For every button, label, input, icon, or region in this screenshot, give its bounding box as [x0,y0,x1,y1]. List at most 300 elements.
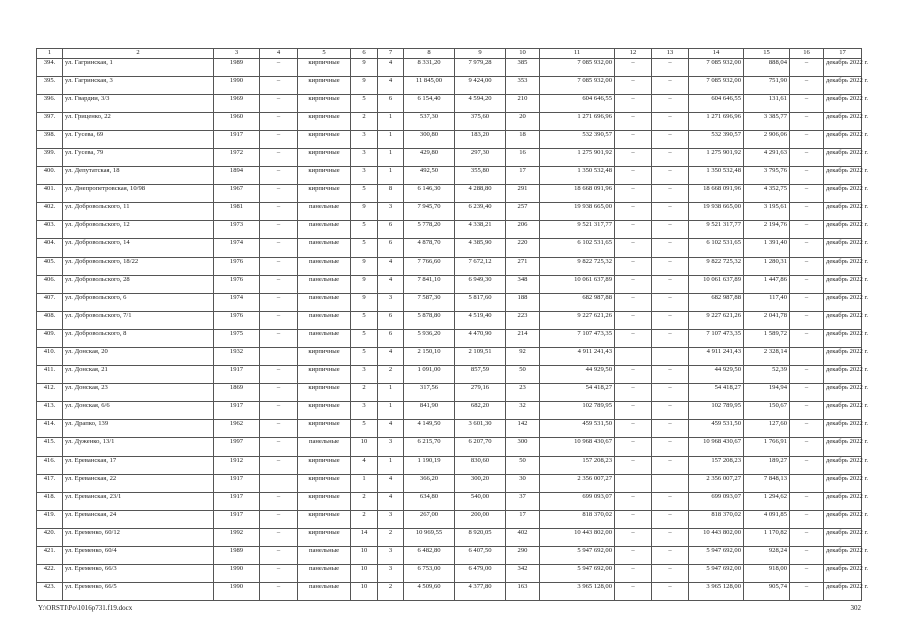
cell-area-total: 11 845,00 [404,76,455,94]
cell-material: панельные [298,275,351,293]
cell-col12: – [615,167,652,185]
cell-area-living: 6 407,50 [455,547,506,565]
cell-cost: 102 789,95 [540,402,615,420]
cell-floors: 5 [351,348,378,366]
cell-col4: – [260,311,298,329]
cell-cost-per-m2: 52,39 [744,366,790,384]
cell-deadline: декабрь 2022 г. [824,221,862,239]
cell-col12: – [615,329,652,347]
cell-year: 1894 [214,167,260,185]
cell-residents: 18 [506,130,540,148]
cell-area-living: 540,00 [455,492,506,510]
cell-col4: – [260,221,298,239]
cell-year: 1990 [214,583,260,601]
cell-area-total: 7 766,60 [404,257,455,275]
cell-col13: – [652,221,689,239]
cell-number: 406. [37,275,63,293]
cell-material: панельные [298,329,351,347]
cell-cost-total: 9 521 317,77 [689,221,744,239]
cell-col4: – [260,275,298,293]
cell-col4: – [260,94,298,112]
cell-area-total: 1 190,19 [404,456,455,474]
cell-floors: 10 [351,438,378,456]
table-row [37,348,862,366]
table-row [37,547,862,565]
cell-year: 1976 [214,257,260,275]
cell-col12: – [615,492,652,510]
cell-col13: – [652,94,689,112]
table-row [37,76,862,94]
cell-number: 413. [37,402,63,420]
cell-col16: – [790,257,824,275]
cell-col13: – [652,456,689,474]
cell-cost-total: 1 350 532,48 [689,167,744,185]
cell-entrances: 4 [378,474,404,492]
cell-col12: – [615,311,652,329]
cell-col12: – [615,402,652,420]
table-row [37,275,862,293]
column-header: 16 [790,49,824,59]
cell-address: ул. Добровольского, 28 [63,275,214,293]
cell-col13 [652,348,689,366]
cell-col13: – [652,239,689,257]
cell-floors: 10 [351,565,378,583]
cell-deadline: декабрь 2022 г. [824,438,862,456]
cell-number: 401. [37,185,63,203]
cell-entrances: 6 [378,329,404,347]
column-header: 14 [689,49,744,59]
cell-col16: – [790,293,824,311]
cell-entrances: 3 [378,565,404,583]
cell-entrances: 1 [378,456,404,474]
cell-entrances: 2 [378,528,404,546]
cell-floors: 3 [351,148,378,166]
cell-cost: 54 418,27 [540,384,615,402]
cell-number: 403. [37,221,63,239]
cell-col13: – [652,148,689,166]
cell-floors: 5 [351,420,378,438]
cell-material: кирпичные [298,112,351,130]
cell-material: панельные [298,311,351,329]
cell-col12: – [615,384,652,402]
cell-address: ул. Гусева, 69 [63,130,214,148]
cell-col13: – [652,492,689,510]
cell-residents: 20 [506,112,540,130]
table-row [37,528,862,546]
cell-number: 417. [37,474,63,492]
table-row [37,565,862,583]
cell-deadline: декабрь 2022 г. [824,58,862,76]
cell-deadline: декабрь 2022 г. [824,420,862,438]
cell-cost: 10 968 430,67 [540,438,615,456]
cell-cost-total: 5 947 692,00 [689,547,744,565]
cell-cost-total: 6 102 531,65 [689,239,744,257]
cell-col12: – [615,257,652,275]
cell-cost-per-m2: 2 906,06 [744,130,790,148]
cell-cost-per-m2: 194,94 [744,384,790,402]
cell-col12: – [615,547,652,565]
cell-cost: 1 350 532,48 [540,167,615,185]
cell-material: кирпичные [298,130,351,148]
cell-material: кирпичные [298,510,351,528]
cell-cost-total: 699 093,07 [689,492,744,510]
column-header: 15 [744,49,790,59]
table-row [37,185,862,203]
cell-year: 1990 [214,76,260,94]
cell-material: кирпичные [298,492,351,510]
cell-col16: – [790,456,824,474]
cell-area-total: 7 587,30 [404,293,455,311]
column-header: 9 [455,49,506,59]
cell-year: 1981 [214,203,260,221]
cell-year: 1973 [214,221,260,239]
cell-col12: – [615,94,652,112]
cell-cost-per-m2: 127,60 [744,420,790,438]
cell-col16: – [790,384,824,402]
cell-number: 409. [37,329,63,347]
cell-number: 399. [37,148,63,166]
cell-cost-per-m2: 1 280,31 [744,257,790,275]
column-header: 3 [214,49,260,59]
cell-cost: 7 085 932,00 [540,58,615,76]
cell-deadline: декабрь 2022 г. [824,94,862,112]
cell-col16: – [790,366,824,384]
cell-number: 419. [37,510,63,528]
cell-residents: 142 [506,420,540,438]
cell-area-total: 429,80 [404,148,455,166]
cell-entrances: 2 [378,366,404,384]
cell-floors: 3 [351,402,378,420]
cell-col12 [615,348,652,366]
cell-deadline: декабрь 2022 г. [824,565,862,583]
cell-year: 1917 [214,474,260,492]
cell-area-total: 317,56 [404,384,455,402]
cell-entrances: 1 [378,148,404,166]
table-row [37,474,862,492]
cell-residents: 290 [506,547,540,565]
cell-address: ул. Добровольского, 18/22 [63,257,214,275]
cell-col12: – [615,76,652,94]
cell-year: 1869 [214,384,260,402]
cell-cost-per-m2: 2 194,76 [744,221,790,239]
cell-col12: – [615,239,652,257]
cell-floors: 9 [351,203,378,221]
cell-address: ул. Дуженко, 13/1 [63,438,214,456]
cell-cost: 1 271 696,96 [540,112,615,130]
cell-area-living: 4 385,90 [455,239,506,257]
cell-area-total: 4 149,50 [404,420,455,438]
column-header: 13 [652,49,689,59]
cell-deadline: декабрь 2022 г. [824,311,862,329]
cell-material: панельные [298,203,351,221]
cell-area-living: 3 601,30 [455,420,506,438]
cell-material: кирпичные [298,420,351,438]
cell-entrances: 1 [378,167,404,185]
cell-area-living: 6 479,00 [455,565,506,583]
cell-residents: 271 [506,257,540,275]
cell-col4: – [260,167,298,185]
cell-cost-total: 7 085 932,00 [689,76,744,94]
cell-col16: – [790,565,824,583]
cell-col16: – [790,185,824,203]
cell-floors: 9 [351,275,378,293]
cell-area-living: 279,16 [455,384,506,402]
cell-cost-per-m2: 3 195,61 [744,203,790,221]
cell-material: панельные [298,239,351,257]
cell-entrances: 3 [378,203,404,221]
cell-col4: – [260,492,298,510]
cell-col13: – [652,547,689,565]
cell-address: ул. Добровольского, 11 [63,203,214,221]
cell-floors: 5 [351,94,378,112]
cell-area-living: 6 239,40 [455,203,506,221]
cell-col4: – [260,112,298,130]
cell-entrances: 4 [378,420,404,438]
cell-material: панельные [298,438,351,456]
column-header: 11 [540,49,615,59]
cell-material: панельные [298,221,351,239]
cell-address: ул. Добровольского, 7/1 [63,311,214,329]
cell-cost-per-m2: 1 170,82 [744,528,790,546]
cell-number: 414. [37,420,63,438]
cell-cost: 6 102 531,65 [540,239,615,257]
column-header: 6 [351,49,378,59]
cell-col12: – [615,275,652,293]
cell-col16: – [790,239,824,257]
cell-material: кирпичные [298,148,351,166]
cell-deadline: декабрь 2022 г. [824,148,862,166]
cell-cost-per-m2: 3 385,77 [744,112,790,130]
cell-area-total: 300,80 [404,130,455,148]
cell-cost: 3 965 128,00 [540,583,615,601]
table-row [37,167,862,185]
cell-year: 1932 [214,348,260,366]
cell-address: ул. Добровольского, 14 [63,239,214,257]
cell-entrances: 4 [378,257,404,275]
cell-area-living: 830,60 [455,456,506,474]
cell-number: 415. [37,438,63,456]
cell-residents: 30 [506,474,540,492]
cell-address: ул. Еременко, 66/5 [63,583,214,601]
cell-cost-total: 10 968 430,67 [689,438,744,456]
cell-col12: – [615,438,652,456]
cell-address: ул. Ереванская, 24 [63,510,214,528]
cell-entrances: 4 [378,76,404,94]
cell-cost: 459 531,50 [540,420,615,438]
cell-col4: – [260,203,298,221]
cell-cost: 157 208,23 [540,456,615,474]
cell-address: ул. Днепропетровская, 10/98 [63,185,214,203]
cell-floors: 5 [351,329,378,347]
cell-deadline: декабрь 2022 г. [824,492,862,510]
cell-cost: 7 085 932,00 [540,76,615,94]
cell-col16: – [790,492,824,510]
table-row [37,203,862,221]
cell-material: кирпичные [298,384,351,402]
cell-floors: 5 [351,185,378,203]
cell-area-living: 4 288,80 [455,185,506,203]
cell-floors: 14 [351,528,378,546]
cell-entrances: 4 [378,492,404,510]
cell-deadline: декабрь 2022 г. [824,76,862,94]
cell-number: 416. [37,456,63,474]
cell-entrances: 4 [378,348,404,366]
cell-col16: – [790,130,824,148]
cell-floors: 3 [351,130,378,148]
cell-material: кирпичные [298,185,351,203]
cell-year: 1974 [214,293,260,311]
cell-col13: – [652,112,689,130]
cell-deadline: декабрь 2022 г. [824,547,862,565]
cell-cost: 682 987,88 [540,293,615,311]
cell-col16: – [790,94,824,112]
cell-col13: – [652,528,689,546]
cell-address: ул. Добровольского, 6 [63,293,214,311]
cell-col13: – [652,311,689,329]
cell-material: панельные [298,583,351,601]
table-row [37,130,862,148]
cell-year: 1912 [214,456,260,474]
cell-cost-per-m2: 1 294,62 [744,492,790,510]
cell-entrances: 6 [378,221,404,239]
cell-cost-per-m2: 4 091,85 [744,510,790,528]
cell-col13: – [652,275,689,293]
cell-entrances: 3 [378,438,404,456]
footer-file-path: Y:\ORSTI\Po\1016p731.f19.docx [38,604,133,612]
cell-col13: – [652,438,689,456]
cell-col12: – [615,130,652,148]
cell-area-total: 8 331,20 [404,58,455,76]
cell-number: 405. [37,257,63,275]
cell-address: ул. Добровольского, 12 [63,221,214,239]
cell-material: кирпичные [298,94,351,112]
cell-area-living: 355,80 [455,167,506,185]
cell-cost-total: 682 987,88 [689,293,744,311]
cell-residents: 257 [506,203,540,221]
cell-cost: 5 947 692,00 [540,547,615,565]
cell-area-living: 4 377,80 [455,583,506,601]
cell-col12: – [615,203,652,221]
cell-col4: – [260,402,298,420]
cell-entrances: 6 [378,311,404,329]
cell-col13: – [652,130,689,148]
cell-year: 1975 [214,329,260,347]
cell-residents: 17 [506,167,540,185]
cell-cost-total: 19 938 665,00 [689,203,744,221]
cell-col16 [790,474,824,492]
cell-entrances: 6 [378,94,404,112]
cell-deadline: декабрь 2022 г. [824,112,862,130]
cell-area-total: 2 150,10 [404,348,455,366]
cell-col16: – [790,583,824,601]
cell-cost: 2 356 007,27 [540,474,615,492]
cell-col4: – [260,565,298,583]
cell-number: 408. [37,311,63,329]
cell-number: 402. [37,203,63,221]
cell-number: 400. [37,167,63,185]
cell-col4: – [260,547,298,565]
cell-material: кирпичные [298,76,351,94]
cell-residents: 220 [506,239,540,257]
cell-area-total: 634,80 [404,492,455,510]
cell-material: панельные [298,547,351,565]
cell-residents: 32 [506,402,540,420]
cell-entrances: 1 [378,112,404,130]
cell-number: 396. [37,94,63,112]
cell-deadline: декабрь 2022 г. [824,583,862,601]
cell-col13: – [652,167,689,185]
cell-deadline: декабрь 2022 г. [824,130,862,148]
cell-entrances: 4 [378,58,404,76]
cell-number: 404. [37,239,63,257]
cell-col4 [260,348,298,366]
cell-address: ул. Гвардии, 3/3 [63,94,214,112]
cell-floors: 2 [351,112,378,130]
cell-cost-per-m2: 189,27 [744,456,790,474]
cell-number: 418. [37,492,63,510]
cell-area-total: 7 945,70 [404,203,455,221]
cell-material: кирпичные [298,58,351,76]
cell-area-living: 5 817,60 [455,293,506,311]
cell-area-total: 5 936,20 [404,329,455,347]
cell-address: ул. Донская, 21 [63,366,214,384]
cell-col13: – [652,58,689,76]
cell-cost-total: 1 271 696,96 [689,112,744,130]
cell-deadline: декабрь 2022 г. [824,275,862,293]
cell-cost-per-m2: 1 589,72 [744,329,790,347]
cell-year: 1992 [214,528,260,546]
cell-cost-per-m2: 1 766,91 [744,438,790,456]
cell-area-living: 857,59 [455,366,506,384]
cell-deadline: декабрь 2022 г. [824,510,862,528]
cell-cost: 10 061 637,89 [540,275,615,293]
cell-cost-per-m2: 905,74 [744,583,790,601]
cell-cost: 1 275 901,92 [540,148,615,166]
cell-col4: – [260,583,298,601]
cell-col12: – [615,58,652,76]
cell-floors: 10 [351,583,378,601]
table-row [37,239,862,257]
cell-col16: – [790,528,824,546]
cell-address: ул. Драпко, 139 [63,420,214,438]
cell-floors: 5 [351,311,378,329]
table-row [37,311,862,329]
cell-area-total: 4 878,70 [404,239,455,257]
cell-cost: 7 107 473,35 [540,329,615,347]
cell-col4: – [260,239,298,257]
cell-floors: 2 [351,510,378,528]
cell-col13: – [652,583,689,601]
cell-number: 421. [37,547,63,565]
column-header: 1 [37,49,63,59]
cell-col4: – [260,510,298,528]
cell-floors: 3 [351,167,378,185]
table-row [37,510,862,528]
cell-floors: 9 [351,293,378,311]
cell-material: панельные [298,293,351,311]
table-row [37,456,862,474]
cell-cost-per-m2: 918,00 [744,565,790,583]
cell-cost-per-m2: 7 848,13 [744,474,790,492]
cell-area-living: 7 672,12 [455,257,506,275]
cell-area-total: 7 841,10 [404,275,455,293]
cell-floors: 2 [351,492,378,510]
cell-address: ул. Гагринская, 1 [63,58,214,76]
cell-number: 422. [37,565,63,583]
cell-area-total: 4 509,60 [404,583,455,601]
cell-number: 395. [37,76,63,94]
cell-number: 423. [37,583,63,601]
